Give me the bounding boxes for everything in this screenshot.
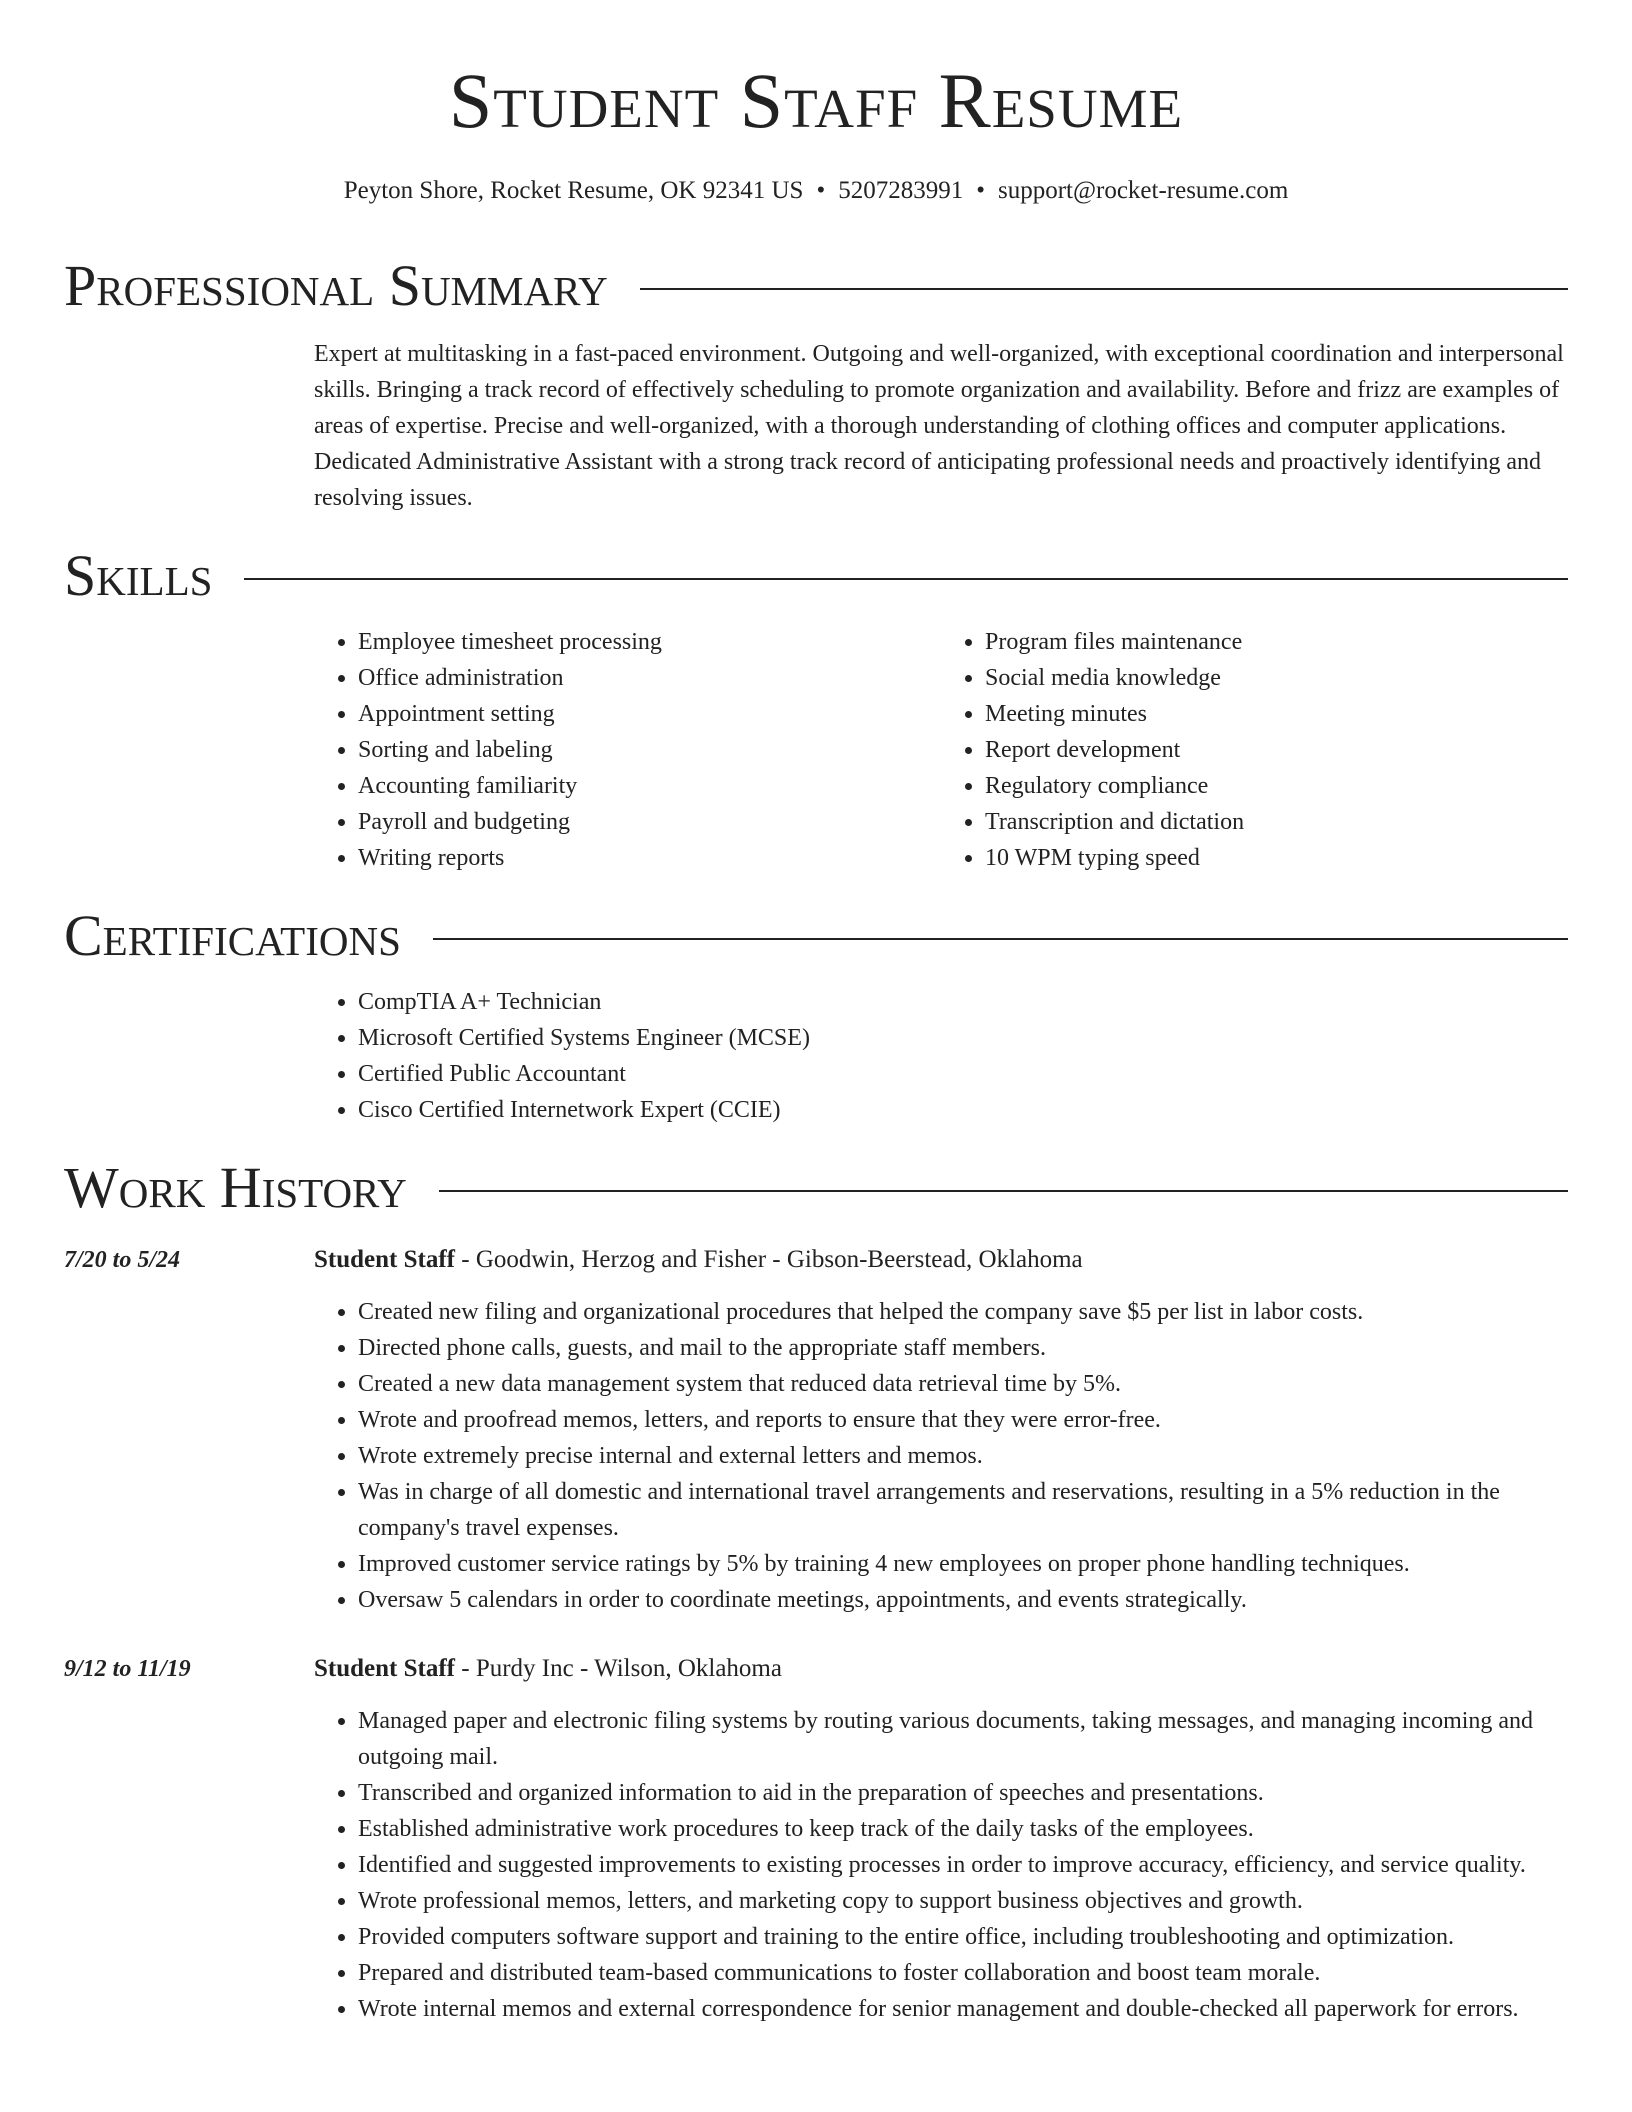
job-duties-list <box>314 1703 1568 2027</box>
job-duty-item: • Wrote professional memos, letters, and marketing copy to support business objectives and growth. <box>358 1883 1568 1919</box>
section-divider <box>433 938 1568 940</box>
job-employer-location: - Goodwin, Herzog and Fisher - Gibson-Beerstead, Oklahoma <box>455 1246 1083 1273</box>
job-dates: 9/12 to 11/19 <box>64 1656 191 1682</box>
contact-address: Peyton Shore, Rocket Resume, OK 92341 US <box>343 177 804 204</box>
job-duty-item: • Was in charge of all domestic and international travel arrangements and reservations, resulting in a 5% reduction in the company's travel expenses. <box>358 1474 1568 1546</box>
certification-item: • Microsoft Certified Systems Engineer (MCSE) <box>358 1020 1568 1056</box>
job-duty-item: • Wrote internal memos and external correspondence for senior management and double-checked all paperwork for errors. <box>358 1991 1568 2027</box>
work-history-heading: Work History <box>64 1155 407 1220</box>
job-duty-item: • Improved customer service ratings by 5% by training 4 new employees on proper phone handling techniques. <box>358 1546 1568 1582</box>
job-entry <box>314 1242 1568 1618</box>
certifications-block <box>314 984 1568 1128</box>
skills-heading: Skills <box>64 543 213 608</box>
job-duty-item: • Oversaw 5 calendars in order to coordinate meetings, appointments, and events strategically. <box>358 1582 1568 1618</box>
resume-title: Student Staff Resume <box>448 57 1184 144</box>
job-duty-item: • Established administrative work procedures to keep track of the daily tasks of the employees. <box>358 1811 1568 1847</box>
skill-item: • Employee timesheet processing <box>358 624 941 660</box>
summary-section-header <box>64 253 1568 318</box>
certifications-heading: Certifications <box>64 903 401 968</box>
skill-item: • 10 WPM typing speed <box>985 840 1568 876</box>
skill-item: • Transcription and dictation <box>985 804 1568 840</box>
job-title: Student Staff <box>314 1655 455 1682</box>
skill-item: • Writing reports <box>358 840 941 876</box>
job-duty-item: • Provided computers software support and training to the entire office, including troubleshooting and optimization. <box>358 1919 1568 1955</box>
skill-item: • Program files maintenance <box>985 624 1568 660</box>
certification-item: • Cisco Certified Internetwork Expert (CCIE) <box>358 1092 1568 1128</box>
job-duty-item: • Wrote and proofread memos, letters, and reports to ensure that they were error-free. <box>358 1402 1568 1438</box>
contact-email: support@rocket-resume.com <box>997 177 1289 204</box>
skill-item: • Payroll and budgeting <box>358 804 941 840</box>
contact-line <box>0 176 1632 206</box>
work-history-section-header <box>64 1155 1568 1220</box>
certifications-list <box>314 984 1568 1128</box>
contact-separator: • <box>816 177 826 204</box>
job-duty-item: • Created a new data management system that reduced data retrieval time by 5%. <box>358 1366 1568 1402</box>
summary-block <box>314 336 1568 516</box>
certification-item: • Certified Public Accountant <box>358 1056 1568 1092</box>
skills-block <box>314 624 1568 876</box>
certification-item: • CompTIA A+ Technician <box>358 984 1568 1020</box>
summary-text: Expert at multitasking in a fast-paced environment. Outgoing and well-organized, with exceptional coordination and interpersonal skills. Bringing a track record of effectively scheduling to promote organization and availability. Before and frizz are examples of areas of expertise. Precise and well-organized, with a thorough understanding of clothing offices and computer applications. Dedicated Administrative Assistant with a strong track record of anticipating professional needs and proactively identifying and resolving issues. <box>314 341 1564 511</box>
skill-item: • Report development <box>985 732 1568 768</box>
section-divider <box>244 578 1568 580</box>
job-duty-item: • Created new filing and organizational procedures that helped the company save $5 per list in labor costs. <box>358 1294 1568 1330</box>
skills-section-header <box>64 543 1568 608</box>
skill-item: • Accounting familiarity <box>358 768 941 804</box>
skill-item: • Appointment setting <box>358 696 941 732</box>
skills-list-right <box>941 624 1568 876</box>
skill-item: • Regulatory compliance <box>985 768 1568 804</box>
job-entry <box>314 1651 1568 2027</box>
section-divider <box>439 1190 1568 1192</box>
summary-heading: Professional Summary <box>64 253 608 318</box>
job-duty-item: • Directed phone calls, guests, and mail to the appropriate staff members. <box>358 1330 1568 1366</box>
job-duty-item: • Managed paper and electronic filing systems by routing various documents, taking messages, and managing incoming and outgoing mail. <box>358 1703 1568 1775</box>
job-duty-item: • Identified and suggested improvements to existing processes in order to improve accuracy, efficiency, and service quality. <box>358 1847 1568 1883</box>
skill-item: • Social media knowledge <box>985 660 1568 696</box>
job-duty-item: • Prepared and distributed team-based communications to foster collaboration and boost team morale. <box>358 1955 1568 1991</box>
skills-list-left <box>314 624 941 876</box>
job-duty-item: • Transcribed and organized information to aid in the preparation of speeches and presentations. <box>358 1775 1568 1811</box>
skills-columns <box>314 624 1568 876</box>
job-dates: 7/20 to 5/24 <box>64 1247 181 1273</box>
skill-item: • Meeting minutes <box>985 696 1568 732</box>
skill-item: • Office administration <box>358 660 941 696</box>
job-title-line <box>314 1242 1568 1278</box>
job-employer-location: - Purdy Inc - Wilson, Oklahoma <box>455 1655 782 1682</box>
job-title: Student Staff <box>314 1246 455 1273</box>
contact-separator: • <box>976 177 985 204</box>
contact-phone: 5207283991 <box>838 177 964 204</box>
skill-item: • Sorting and labeling <box>358 732 941 768</box>
job-duty-item: • Wrote extremely precise internal and external letters and memos. <box>358 1438 1568 1474</box>
job-title-line <box>314 1651 1568 1687</box>
section-divider <box>640 288 1568 290</box>
job-duties-list <box>314 1294 1568 1618</box>
certifications-section-header <box>64 903 1568 968</box>
